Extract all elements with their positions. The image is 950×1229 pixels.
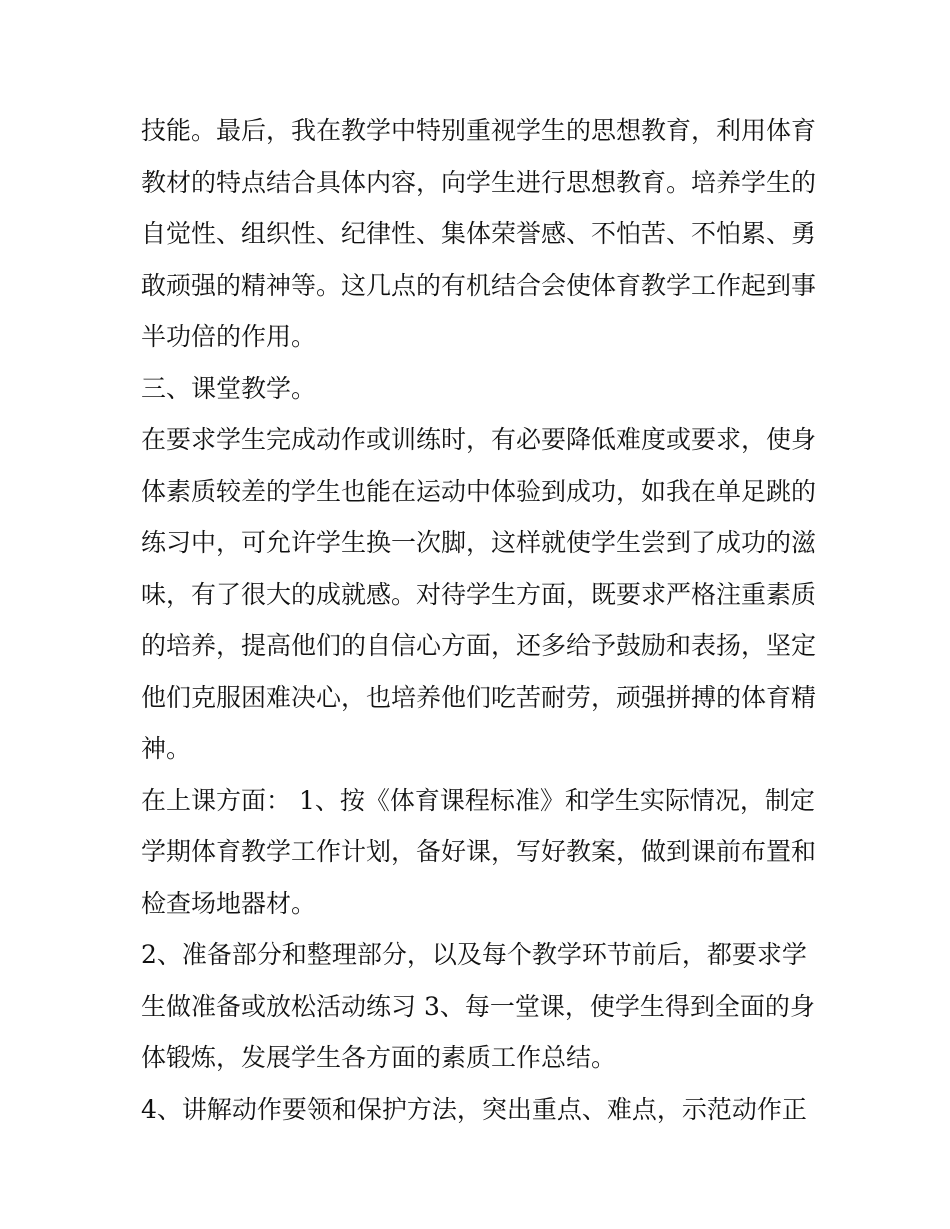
text-line: 味，有了很大的成就感。对待学生方面，既要求严格注重素质 [141, 579, 817, 609]
document-body [141, 105, 821, 1135]
text-line: 体锻炼，发展学生各方面的素质工作总结。 [141, 1043, 617, 1072]
text-line: 神。 [141, 734, 192, 763]
text-line: 检查场地器材。 [141, 888, 317, 918]
text-line: 4、讲解动作要领和保护方法，突出重点、难点，示范动作正 [141, 1094, 807, 1124]
text-line: 教材的特点结合具体内容，向学生进行思想教育。培养学生的 [141, 167, 817, 197]
text-line: 学期体育教学工作计划，备好课，写好教案，做到课前布置和 [141, 837, 817, 866]
text-line: 生做准备或放松活动练习 3、每一堂课，使学生得到全面的身 [141, 991, 815, 1021]
text-line: 在要求学生完成动作或训练时，有必要降低难度或要求，使身 [141, 425, 817, 454]
text-line: 技能。最后，我在教学中特别重视学生的思想教育，利用体育 [141, 116, 817, 145]
text-line: 2、准备部分和整理部分，以及每个教学环节前后，都要求学 [141, 940, 807, 969]
text-line: 练习中，可允许学生换一次脚，这样就使学生尝到了成功的滋 [141, 528, 817, 557]
text-line: 在上课方面： 1、按《体育课程标准》和学生实际情况，制定 [141, 785, 815, 815]
text-line: 的培养，提高他们的自信心方面，还多给予鼓励和表扬，坚定 [141, 631, 817, 660]
text-line: 体素质较差的学生也能在运动中体验到成功，如我在单足跳的 [141, 476, 817, 506]
text-line: 自觉性、组织性、纪律性、集体荣誉感、不怕苦、不怕累、勇 [141, 219, 817, 248]
section-heading: 三、课堂教学。 [141, 373, 317, 403]
text-line: 敢顽强的精神等。这几点的有机结合会使体育教学工作起到事 [141, 270, 817, 300]
text-line: 半功倍的作用。 [141, 322, 317, 351]
text-line: 他们克服困难决心，也培养他们吃苦耐劳，顽强拼搏的体育精 [141, 682, 817, 712]
